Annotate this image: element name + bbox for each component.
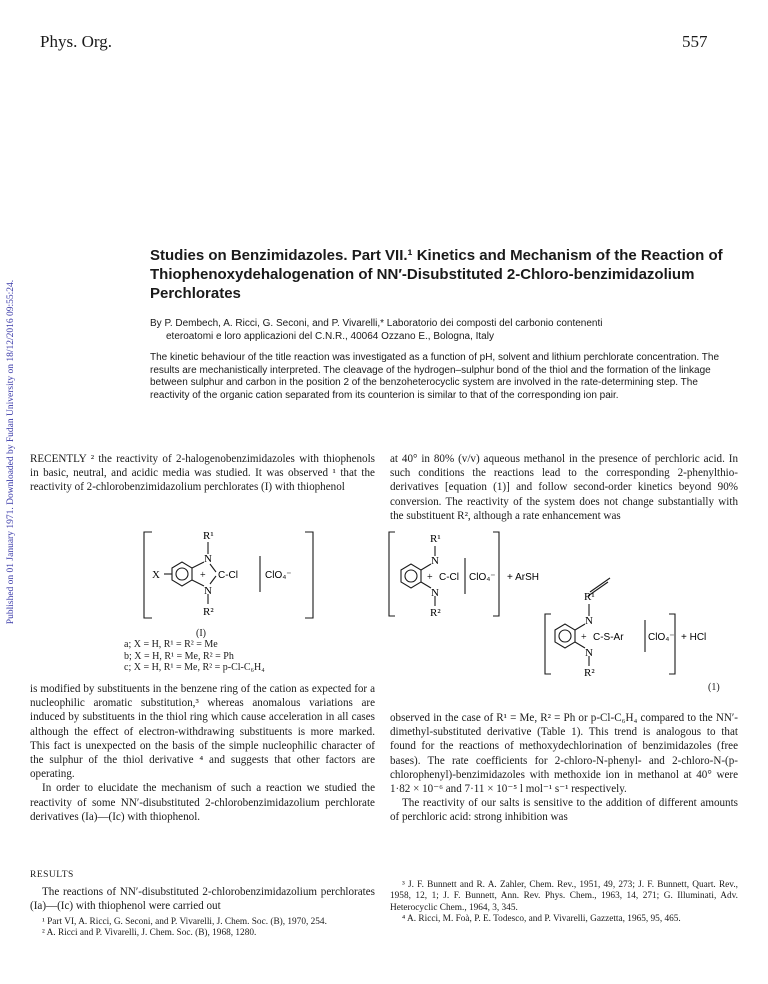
- footnote-4: ⁴ A. Ricci, M. Foà, P. E. Todesco, and P. Vivarelli, Gazzetta, 1965, 95, 465.: [402, 914, 681, 925]
- reactant-n-bottom: N: [431, 587, 439, 599]
- results-paragraph-block: [30, 885, 375, 913]
- right-column-intro: [390, 452, 738, 523]
- structure-I-r2: R²: [203, 606, 214, 618]
- body-paragraph-3: In order to elucidate the mechanism of such a reaction we studied the reactivity of some NN′-disubstituted 2-chlorobenzimidazolium perchlorate derivatives (Ia)—(Ic) with thiophenol.: [30, 782, 375, 823]
- substituent-a: a; X = H, R¹ = R² = Me: [124, 639, 218, 650]
- body-paragraph-2: is modified by substituents in the benzene ring of the cation as expected for a nucleophilic aromatic substitution,³ whereas anomalous variations are induced by substituents in the thiol ring which cause acceleration in all cases although the effect of electron-withdrawing substituents is more marked. This fact is unexpected on the basis of the simple nucleophilic character of the sulphur of the thiol derivative ⁴ and suggests that other factors are operating.: [30, 683, 375, 781]
- authors-line-2: eteroatomi e loro applicazioni del C.N.R., 40064 Ozzano E., Bologna, Italy: [166, 331, 494, 342]
- journal-section-header: Phys. Org.: [40, 32, 112, 51]
- right-paragraph-3: The reactivity of our salts is sensitive to the addition of different amounts of perchloric acid: strong inhibition was: [390, 797, 738, 824]
- product-r2: R²: [584, 667, 595, 679]
- structure-I-label: (I): [196, 628, 206, 639]
- results-heading: RESULTS: [30, 870, 74, 880]
- article-title: Studies on Benzimidazoles. Part VII.¹ Kinetics and Mechanism of the Reaction of Thiophenoxydehalogenation of NN′-Disubstituted 2-Chloro-benzimidazolium Perchlorates: [150, 247, 723, 302]
- structure-I-counterion: ClO₄⁻: [265, 570, 292, 581]
- equation-number: (1): [708, 682, 720, 693]
- product-c-s-ar: C-S-Ar: [593, 632, 624, 643]
- structure-I-c-cl: C-Cl: [218, 570, 238, 581]
- product-counterion: ClO₄⁻: [648, 632, 675, 643]
- structure-I-x: X: [152, 569, 160, 581]
- structure-I-n-top: N: [204, 553, 212, 565]
- product-n-bottom: N: [585, 647, 593, 659]
- structure-I-diagram: [100, 524, 330, 624]
- authors-line-1: By P. Dembech, A. Ricci, G. Seconi, and P. Vivarelli,* Laboratorio dei composti del carbonio contenenti: [150, 318, 603, 329]
- left-column-intro: [30, 452, 375, 495]
- structure-I-r1: R¹: [203, 530, 214, 542]
- structure-I-n-bottom: N: [204, 585, 212, 597]
- substituent-b: b; X = H, R¹ = Me, R² = Ph: [124, 650, 234, 662]
- author-affiliation: [150, 317, 730, 343]
- reactant-counterion: ClO₄⁻: [469, 572, 496, 583]
- download-provenance-text: Published on 01 January 1971. Downloaded by Fudan University on 18/12/2016 09:55:24.: [6, 279, 16, 625]
- structure-I-plus: +: [200, 570, 206, 581]
- substituent-c: c; X = H, R¹ = Me, R² = p-Cl-C₆H₄: [124, 662, 265, 673]
- left-column-body: [30, 682, 375, 824]
- structure-I-substituents: [124, 639, 265, 674]
- page-number: 557: [682, 32, 708, 51]
- reactant-r2: R²: [430, 607, 441, 619]
- results-paragraph: The reactions of NN′-disubstituted 2-chlorobenzimidazolium perchlorates (Ia)—(Ic) with thiophenol were carried out: [30, 886, 375, 913]
- right-footnotes: [390, 880, 738, 926]
- footnote-3: ³ J. F. Bunnett and R. A. Zahler, Chem. Rev., 1951, 49, 273; J. F. Bunnett, Quart. Rev., 1958, 12, 1; J. F. Bunnett, Ann. Rev. Phys. Chem., 1963, 14, 271; G. Illuminati, Adv. Heterocyclic Chem., 1964, 3, 345.: [390, 880, 738, 913]
- equation-1-diagram: [385, 520, 745, 690]
- right-paragraph-2: observed in the case of R¹ = Me, R² = Ph or p-Cl-C₆H₄ compared to the NN′-dimethyl-substituted derivative (Table 1). This trend is analogous to that found for the reactions of methoxydechlorination of benzimidazoles (free bases). The rate coefficients for 2-chloro-N-phenyl- and 2-chloro-N-(p-chlorophenyl)-benzimidazoles with methoxide ion in methanol at 40° were 1·82 × 10⁻⁶ and 7·11 × 10⁻⁵ l mol⁻¹ s⁻¹ respectively.: [390, 712, 738, 796]
- abstract: The kinetic behaviour of the title reaction was investigated as a function of pH, solvent and lithium perchlorate concentration. The results are mechanistically interpreted. The cleavage of the hydrogen–sulphur bond of the thiol and the formation of the linkage between sulphur and carbon in the position 2 of the benzoheterocyclic system are involved in the rate-determining step. The reactivity of the organic cation separated from its counterion is similar to that of the corresponding ion pair.: [150, 352, 720, 401]
- product-r1: R¹: [584, 591, 595, 603]
- reactant-plus: +: [427, 572, 433, 583]
- reactant-c-cl: C-Cl: [439, 572, 459, 583]
- right-column-body: [390, 711, 738, 825]
- product-n-top: N: [585, 615, 593, 627]
- footnote-2: ² A. Ricci and P. Vivarelli, J. Chem. Soc. (B), 1968, 1280.: [42, 928, 257, 939]
- intro-paragraph: RECENTLY ² the reactivity of 2-halogenobenzimidazoles with thiophenols in basic, neutral, and acidic media was studied. It was observed ¹ that the reactivity of 2-chlorobenzimidazolium perchlorates (I) with thiophenol: [30, 453, 375, 494]
- reactant-n-top: N: [431, 555, 439, 567]
- footnote-1: ¹ Part VI, A. Ricci, G. Seconi, and P. Vivarelli, J. Chem. Soc. (B), 1970, 254.: [42, 917, 327, 927]
- product-hcl: + HCl: [681, 632, 707, 643]
- product-plus: +: [581, 632, 587, 643]
- reagent-arsh: + ArSH: [507, 572, 539, 583]
- download-provenance-note: [4, 95, 18, 815]
- left-footnotes: [30, 917, 375, 940]
- right-paragraph-1: at 40° in 80% (v/v) aqueous methanol in the presence of perchloric acid. In such conditions the reactions lead to the corresponding 2-phenylthio-derivatives [equation (1)] and follow second-order kinetics beyond 90% conversion. The reactivity of the system does not change substantially with the substituent R², although a rate enhancement was: [390, 453, 738, 522]
- reactant-r1: R¹: [430, 533, 441, 545]
